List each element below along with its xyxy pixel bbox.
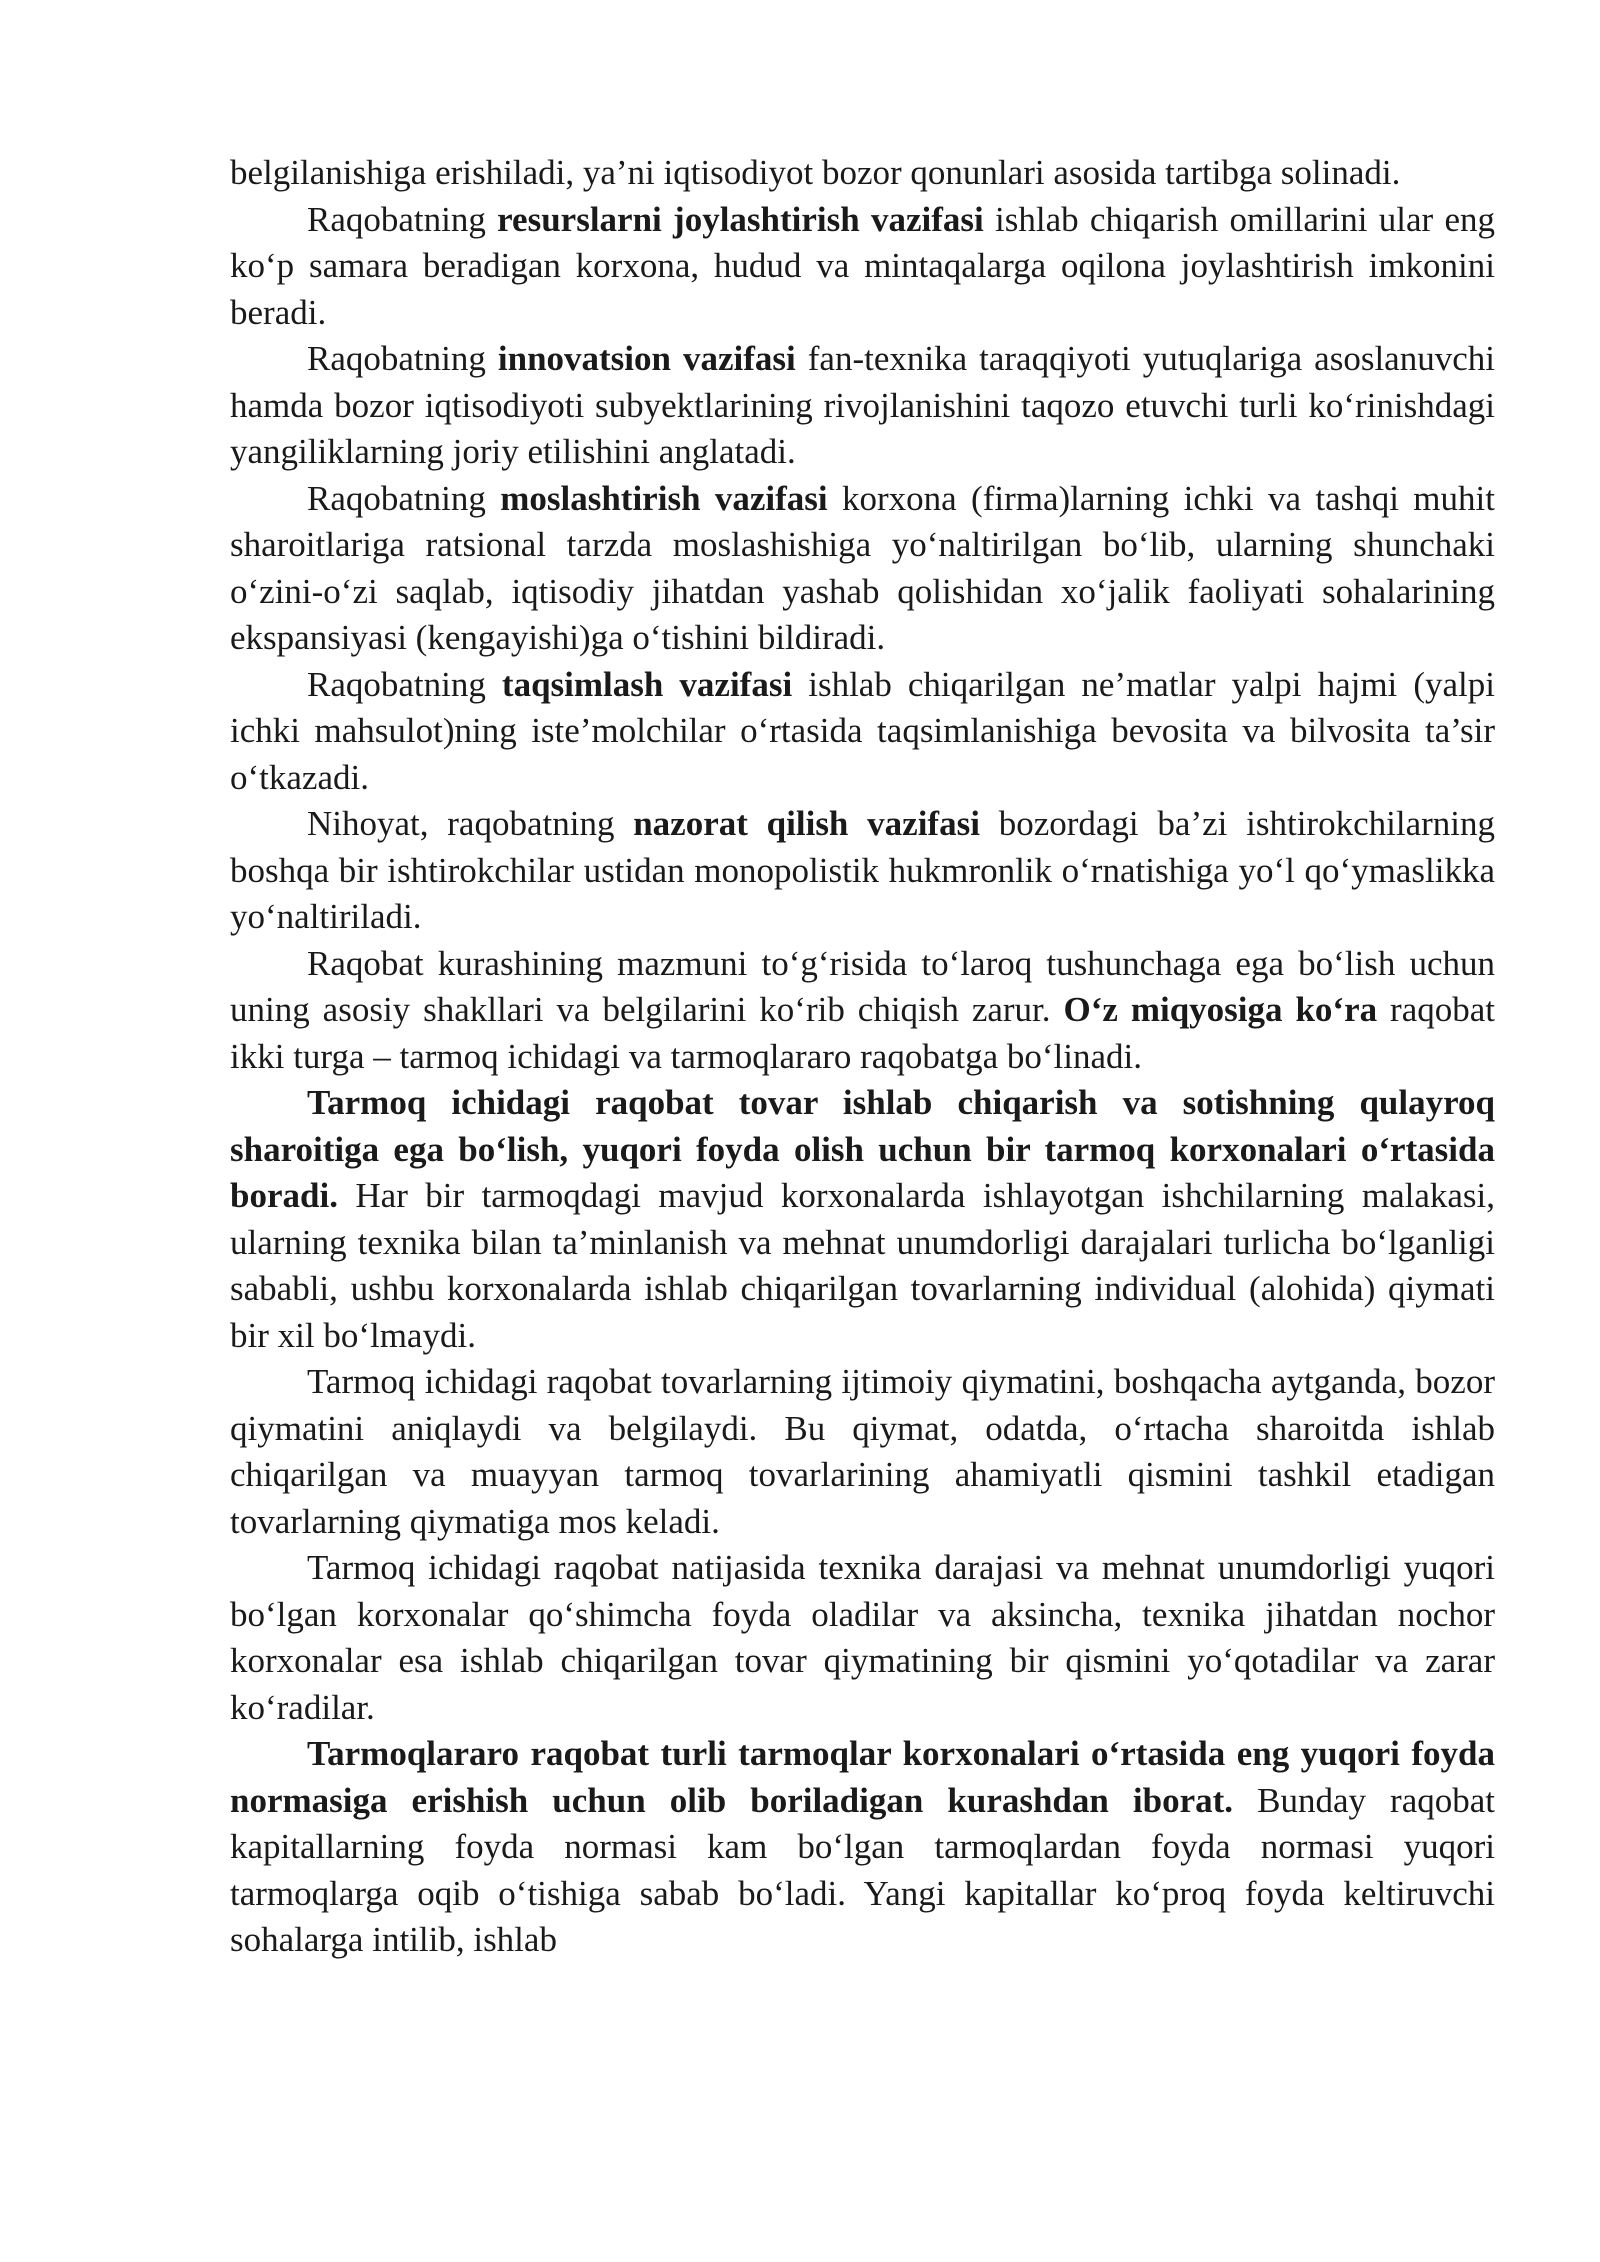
paragraph bbox=[230, 476, 1495, 662]
text-segment: Raqobatning bbox=[307, 478, 501, 518]
paragraph bbox=[230, 1545, 1495, 1731]
text-segment: Tarmoq ichidagi raqobat natijasida texnika darajasi va mehnat unumdorligi yuqori boʻlgan korxonalar qoʻshimcha foyda oladilar va aksincha, texnika jihatdan nochor korxonalar esa ishlab chiqarilgan tovar qiymatining bir qismini yoʻqotadilar va zarar koʻradilar. bbox=[230, 1548, 1495, 1727]
text-segment: Raqobatning bbox=[307, 664, 502, 704]
text-segment: fan-texnika taraqqiyoti yutuqlariga asoslanuvchi hamda bozor iqtisodiyoti subyektlarining rivojlanishini taqozo etuvchi turli koʻrinishdagi yangiliklarning joriy etilishini anglatadi. bbox=[230, 339, 1495, 471]
text-segment: korxona (firma)larning ichki va tashqi muhit sharoitlariga ratsional tarzda moslashishiga yoʻnaltirilgan boʻlib, ularning shunchaki oʻzini-oʻzi saqlab, iqtisodiy jihatdan yashab qolishidan xoʻjalik faoliyati sohalarining ekspansiyasi (kengayishi)ga oʻtishini bildiradi. bbox=[230, 478, 1495, 657]
text-segment: Raqobatning bbox=[307, 339, 498, 378]
bold-term: resurslarni joylashtirish vazifasi bbox=[497, 199, 984, 239]
text-segment: Bunday raqobat kapitallarning foyda normasi kam boʻlgan tarmoqlardan foyda normasi yuqori tarmoqlarga oqib oʻtishiga sabab boʻladi. Yangi kapitallar koʻproq foyda keltiruvchi sohalarga intilib, ishlab bbox=[230, 1780, 1496, 1959]
paragraph bbox=[230, 197, 1495, 337]
bold-term: innovatsion vazifasi bbox=[497, 339, 796, 378]
document-page bbox=[230, 150, 1495, 1964]
text-segment: belgilanishiga erishiladi, ya’ni iqtisodiyot bozor qonunlari asosida tartibga solinadi. bbox=[230, 153, 1401, 192]
text-segment: bozordagi ba’zi ishtirokchilarning boshqa bir ishtirokchilar ustidan monopolistik hukmronlik oʻrnatishiga yoʻl qoʻymaslikka yoʻnaltiriladi. bbox=[230, 804, 1495, 936]
paragraph bbox=[230, 1731, 1495, 1964]
text-segment: Har bir tarmoqdagi mavjud korxonalarda ishlayotgan ishchilarning malakasi, ularning texnika bilan ta’minlanish va mehnat unumdorligi darajalari turlicha boʻlganligi sababli, ushbu korxonalarda ishlab chiqarilgan tovarlarning individual (alohida) qiymati bir xil boʻlmaydi. bbox=[230, 1176, 1495, 1355]
text-segment: ishlab chiqarilgan ne’matlar yalpi hajmi (yalpi ichki mahsulot)ning iste’molchilar oʻrtasida taqsimlanishiga bevosita va bilvosita ta’sir oʻtkazadi. bbox=[230, 664, 1495, 797]
bold-term: nazorat qilish vazifasi bbox=[633, 804, 980, 843]
text-segment: Nihoyat, raqobatning bbox=[307, 804, 634, 843]
bold-term: Tarmoq ichidagi raqobat tovar ishlab chiqarish va sotishning qulayroq sharoitiga ega boʻlish, yuqori foyda olish uchun bir tarmoq korxonalari oʻrtasida boradi. bbox=[230, 1083, 1495, 1215]
bold-term: moslashtirish vazifasi bbox=[500, 478, 828, 518]
paragraph bbox=[230, 1359, 1495, 1545]
text-segment: Tarmoq ichidagi raqobat tovarlarning ijtimoiy qiymatini, boshqacha aytganda, bozor qiymatini aniqlaydi va belgilaydi. Bu qiymat, odatda, oʻrtacha sharoitda ishlab chiqarilgan va muayyan tarmoq tovarlarining ahamiyatli qismini tashkil etadigan tovarlarning qiymatiga mos keladi. bbox=[230, 1362, 1495, 1541]
bold-term: Oʻz miqyosiga koʻra bbox=[1063, 990, 1378, 1029]
paragraph bbox=[230, 150, 1495, 197]
paragraph bbox=[230, 941, 1495, 1081]
text-segment: Raqobat kurashining mazmuni toʻgʻrisida toʻlaroq tushunchaga ega boʻlish uchun uning asosiy shakllari va belgilarini koʻrib chiqish zarur. bbox=[230, 943, 1495, 1029]
paragraph bbox=[230, 336, 1495, 476]
paragraph bbox=[230, 662, 1495, 802]
bold-term: taqsimlash vazifasi bbox=[501, 664, 793, 704]
paragraph bbox=[230, 1080, 1495, 1359]
bold-term: Tarmoqlararo raqobat turli tarmoqlar korxonalari oʻrtasida eng yuqori foyda normasiga erishish uchun olib boriladigan kurashdan iborat. bbox=[230, 1734, 1495, 1820]
text-segment: raqobat ikki turga – tarmoq ichidagi va tarmoqlararo raqobatga boʻlinadi. bbox=[230, 990, 1495, 1076]
text-segment: Raqobatning bbox=[307, 199, 498, 239]
text-segment: ishlab chiqarish omillarini ular eng koʻp samara beradigan korxona, hudud va mintaqalarga oqilona joylashtirish imkonini beradi. bbox=[230, 199, 1495, 332]
paragraph bbox=[230, 801, 1495, 941]
